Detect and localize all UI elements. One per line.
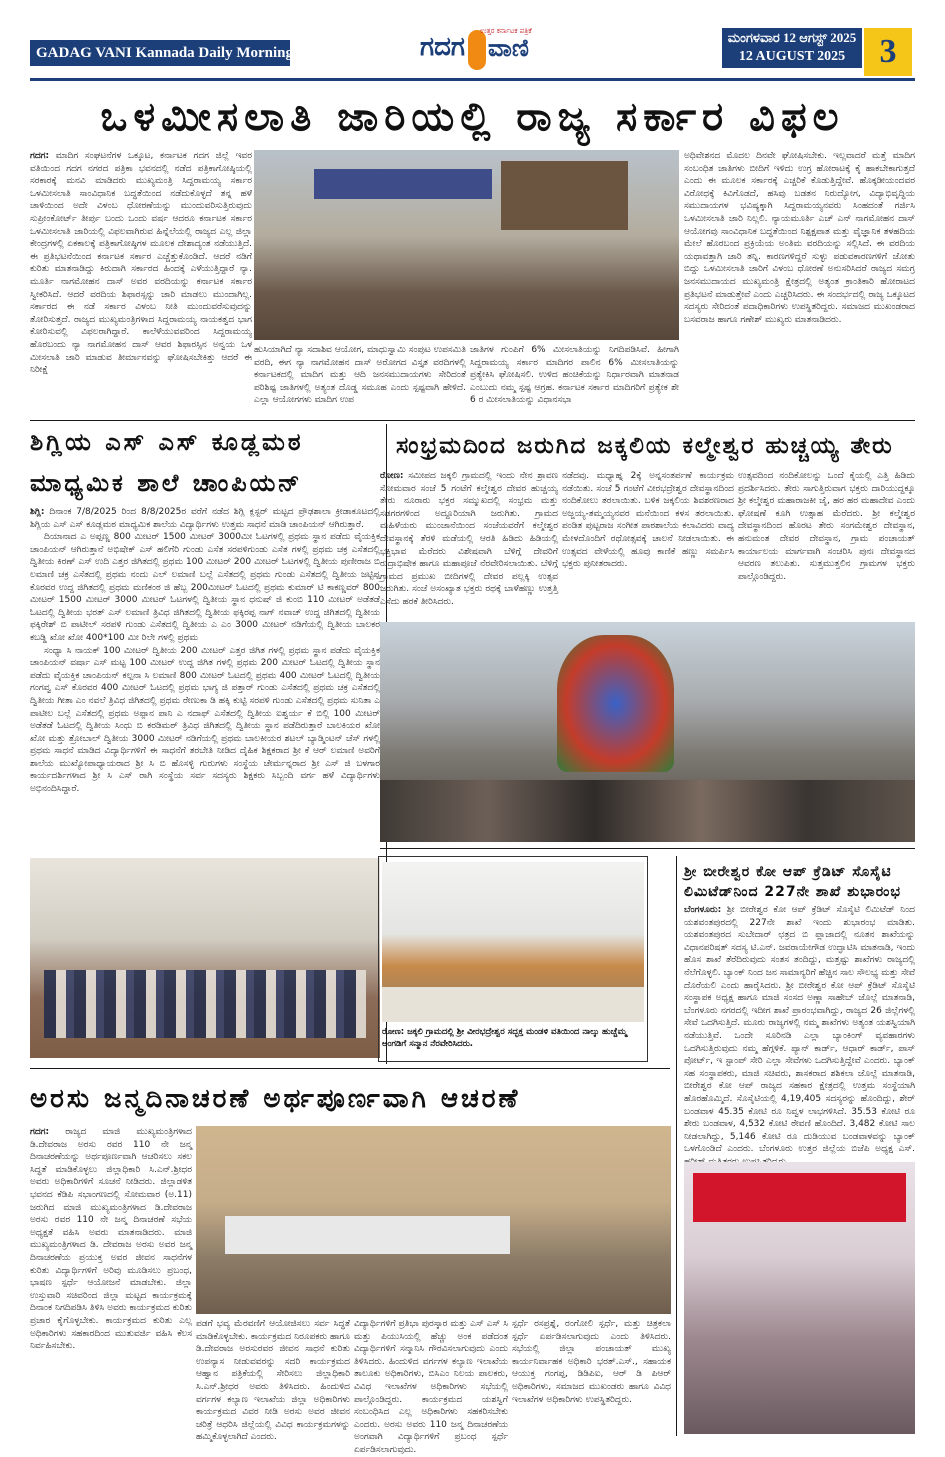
photo-student-rows xyxy=(44,970,366,1038)
logo-text-right: ವಾಣಿ xyxy=(488,34,529,62)
page-number: 3 xyxy=(864,28,912,76)
story3-chariot-photo xyxy=(380,622,915,842)
story3-col1-text: ಸಮೀಪದ ಜಕ್ಕಲಿ ಗ್ರಾಮದಲ್ಲಿ ಇಂದು ನೇನ ಶ್ರಾವಣ ಸೋಮವಾರ ಸಂಜೆ 5 ಗಂಟೆಗೆ ಕಲ್ಮೇಶ್ವರ ದೇವರ ಹುಚ್ಚಯ್ಯ ತೇರು ನೂರಾರು ಭಕ್ತರ ಸಮ್ಮುಖದಲ್ಲಿ ಸಂಭ್ರಮ ಮತ್ತು ಸಡಗರಗಳಿಂದ ಅದ್ದೂರಿಯಾಗಿ ಜರುಗಿತು. ಗ್ರಾಮದ ಮಹಿಳೆಯರು ಮುಂಜಾನೆಯಿಂದ ಸಂಜೆಯವರೆಗೆ ಕಲ್ಮೇಶ್ವರ ದೇವಸ್ಥಾನಕ್ಕೆ ತೆರಳಿ ಮಡೆಯಲ್ಲಿ ಆರತಿ ಹಿಡಿದು ಹಿಡಿಯಲ್ಲಿ ಭಕ್ತಿಭಾವ ಮೆರೆದರು ವಿಶೇಷವಾಗಿ ಬೆಳಿಗ್ಗೆ ದೇವರಿಗೆ ರುದ್ರಾಭಿಷೇಕ ಹಾಗೂ ಮಹಾಪೂಜೆ ನೆರವೇರಿಸಲಾಯಿತು. ಬೆಳಿಗ್ಗೆ ಗ್ರಾಮದ ಪ್ರಮುಖ ಬೀದಿಗಳಲ್ಲಿ ದೇವರ ಪಲ್ಲಕ್ಕಿ ಉತ್ಸವ ಜರುಗಿತು. ಸಂಜೆ ಅಸಂಖ್ಯಾತ ಭಕ್ತರು ರಥಕ್ಕೆ ಬಾಳೆಹಣ್ಣು ಉತ್ತತ್ತಿ ಎಸೆದು ಹರಕೆ ತೀರಿಸಿದರು. xyxy=(380,471,558,607)
story2-lead: ದಿನಾಂಕ 7/8/2025 ರಿಂದ 8/8/2025ರ ವರೆಗೆ ನಡೆದ ಶಿಗ್ಲಿ ಕ್ಲಸ್ಟರ್ ಮಟ್ಟದ ಪ್ರೌಢಶಾಲಾ ಕ್ರೀಡಾಕೂಟದಲ್ಲಿ ಶಿಗ್ಲಿಯ ಎಸ್ ಎಸ್ ಕೂಡ್ಲಮಠ ಮಾಧ್ಯಮಿಕ ಶಾಲೆಯ ವಿದ್ಯಾರ್ಥಿಗಳು ಉತ್ತಮ ಸಾಧನೆ ಮಾಡಿ ಚಾಂಪಿಯನ್ ಆಗಿರುತ್ತಾರೆ. xyxy=(30,507,380,530)
story3-column-2: ನಡೆದವು. ಮಧ್ಯಾಹ್ನ 2ಕ್ಕೆ ಅನ್ನಸಂತರ್ಪಣೆ ಕಾರ್ಯಕ್ರಮ ನಡೆಯಿತು. ಸಂಜೆ 5 ಗಂಟೆಗೆ ವೀರಭದ್ರೇಶ್ವರ ದೇವಸ್ಥಾನದಿಂದ ನಂದಿಕೋಲು ತರಲಾಯಿತು. ಬಳಿಕ ಜಕ್ಕಲಿಯ ಶಿವಶರಣರಾದ ಅಜ್ಜಯ್ಯ-ತಮ್ಮಯ್ಯನವರ ಮನೆಯಿಂದ ಕಳಸ ತರಲಾಯಿತು. ಪಂಡಿತ ಪುಟ್ಟರಾಜ ಸಂಗೀತ ಪಾಠಶಾಲೆಯ ಕಲಾವಿದರು ವಾದ್ಯ ಮೇಳದೊಂದಿಗೆ ರಥೋತ್ಸವಕ್ಕೆ ಚಾಲನೆ ನೀಡಲಾಯಿತು. ಈ ಉತ್ಸವದ ವೇಳೆಯಲ್ಲಿ ಹೂವು ಕಾಣಿಕೆ ಹಣ್ಣು ಸಮರ್ಪಿಸಿ ಭಕ್ತರು ಪುನೀತರಾದರು. xyxy=(562,471,734,570)
story6-dateline: ಗದಗ: xyxy=(30,1127,50,1137)
story4-caption: ರೋಣ: ಜಕ್ಕಲಿ ಗ್ರಾಮದಲ್ಲಿ ಶ್ರೀ ವೀರಭದ್ರೇಶ್ವರ ಸದ್ಭಕ್ತ ಮಂಡಳಿ ವತಿಯಿಂದ ನಾಲ್ಕು ಹುಚ್ಚೆಮ್ಮ ಅಂಗಡಿಗೆ ಸನ್ಮಾನ ನೆರವೇರಿಸಿದರು. xyxy=(382,1027,627,1049)
story6-column-3: ವಿದ್ಯಾರ್ಥಿಗಳಿಗೆ ಪ್ರತಿಭಾ ಪುರಸ್ಕಾರ ಮತ್ತು ಎಸ್ ಎಸ್ ಸಿ ಮತ್ತು ಪಿಯುಸಿಯಲ್ಲಿ ಹೆಚ್ಚು ಅಂಕ ಪಡೆದಂತ ವಿದ್ಯಾರ್ಥಿಗಳಿಗೆ ಸನ್ಮಾನಿಸಿ ಗೌರವಿಸಲಾಗುವುದು ಎಂದು ತಿಳಿಸಿದರು. ಹಿಂದುಳಿದ ವರ್ಗಗಳ ಕಲ್ಯಾಣ ಇಲಾಖೆಯ ತಾಲೂಕು ಅಧಿಕಾರಿಗಳು, ಬಿಸಿಎಂ ನಿಲಯ ಪಾಲಕರು, ವಿವಿಧ ಇಲಾಖೆಗಳ ಅಧಿಕಾರಿಗಳು ಸಭೆಯಲ್ಲಿ ಪಾಲ್ಗೊಂಡಿದ್ದರು. ಕಾರ್ಯಕ್ರಮದ ಯಶಸ್ವಿಗೆ ಸಂಬಂಧಿಸಿದ ಎಲ್ಲ ಅಧಿಕಾರಿಗಳು ಸಹಕರಿಸಬೇಕು ಎಂದರು. ಅರಸು ಅವರು 110 ಜನ್ಮ ದಿನಾಚರಣೆಯ ಅಂಗವಾಗಿ ವಿದ್ಯಾರ್ಥಿಗಳಿಗೆ ಪ್ರಬಂಧ ಸ್ಪರ್ಧೆ ಏರ್ಪಡಿಸಲಾಗುವುದು. xyxy=(354,1319,508,1455)
story3-column-1 xyxy=(380,470,558,618)
story6-column-1 xyxy=(30,1126,192,1436)
photo-chariot xyxy=(557,635,675,771)
story2-students-photo xyxy=(30,858,380,1058)
photo-conference-table xyxy=(225,1216,510,1254)
story2-body xyxy=(30,506,380,852)
issue-date xyxy=(722,28,862,68)
issue-date-kannada: ಮಂಗಳವಾರ 12 ಆಗಸ್ಟ್ 2025 xyxy=(727,30,857,45)
story2-paragraph-2: ಸಂಧ್ಯಾ ಸಿ ನಾಯಕ್ 100 ಮೀಟರ್ ದ್ವಿತೀಯ 200 ಮೀಟರ್ ಎತ್ತರ ಜಿಗಿತ ಗಳಲ್ಲಿ ಪ್ರಥಮ ಸ್ಥಾನ ಪಡೆದು ವೈಯಕ್ತಿಕ ಚಾಂಪಿಯನ್ ವರ್ಷಾ ಎಸ್ ಮಟ್ಟ 100 ಮೀಟರ್ ಉದ್ದ ಜಿಗಿತ ಗಳಲ್ಲಿ ಪ್ರಥಮ 200 ಮೀಟರ್ ಓಟದಲ್ಲಿ ದ್ವಿತೀಯ ಸ್ಥಾನ ಪಡೆದು ವೈಯಕ್ತಿಕ ಚಾಂಪಿಯನ್ ಕಲ್ಪನಾ ಸಿ ಲಮಾಣಿ 800 ಮೀಟರ್ ಓಟದಲ್ಲಿ ಪ್ರಥಮ 400 ಮೀಟರ್ ಓಟದಲ್ಲಿ ದ್ವಿತೀಯ ಗಂಗವ್ವ ಎಸ್ ಕೊರವರ 400 ಮೀಟರ್ ಓಟದಲ್ಲಿ ಪ್ರಥಮ ಭಾಗ್ಯ ಜಿ ಪತ್ತಾರ್ ಗುಂಡು ಎಸೆತದಲ್ಲಿ ಪ್ರಥಮ ಚಕ್ರ ಎಸೆತದಲ್ಲಿ ದ್ವಿತೀಯ ಗೀತಾ ಎಂ ನವಲೆ ತ್ರಿವಿಧ ಜಿಗಿತದಲ್ಲಿ ಪ್ರಥಮ ರೇಣುಕಾ ಡಿ ಹಕ್ಕಿ ಕುಟ್ಟಿ ಸರಪಳಿ ಗುಂಡು ಎಸೆತದಲ್ಲಿ ಪ್ರಥಮ ಸುನಿತಾ ಎ ಪಾಟೀಲ ಬಲ್ಲೆ ಎಸೆತದಲ್ಲಿ ಪ್ರಥಮ ಅಪ್ಪಾನ ಪಾನಿ ಎ ನದಾಫ್ ಎಸೆತದಲ್ಲಿ ದ್ವಿತೀಯ ಐಶ್ವರ್ಯ ಕೆ ಬಿಲ್ಲಿ 100 ಮೀಟರ್ ಅಡೆತಡೆ ಓಟದಲ್ಲಿ ದ್ವಿತೀಯ ಸಿಂಧು ಬಿ ಕರಡಿಮಠ್ ತ್ರಿವಿಧ ಜಿಗಿತದಲ್ಲಿ ದ್ವಿತೀಯ ಸ್ಥಾನ ಪಡೆದಿರುತ್ತಾರೆ ಬಾಲಕಿಯರ ಖೋ ಖೋ ಮತ್ತು ತ್ರೋಬಾಲ್ ದ್ವಿತೀಯ 3000 ಮೀಟರ್ ನಡಿಗೆಯಲ್ಲಿ ಪ್ರಥಮ ಬಾಲಕೀಯರ ಶಟಲ್ ಬ್ಯಾಡ್ಮಿಂಟನ್ ಚೆಸ್ ಗಳಲ್ಲಿ ಪ್ರಥಮ ಸಾಧನೆ ಮಾಡಿದ ವಿದ್ಯಾರ್ಥಿಗಳಿಗೆ ಈ ಸಾಧನೆಗೆ ತರಬೇತಿ ನೀಡಿದ ದೈಹಿಕ ಶಿಕ್ಷಕರಾದ ಶ್ರೀ ಕೆ ಆರ್ ಲಮಾಣಿ ಅವರಿಗೆ ಶಾಲೆಯ ಮುಖ್ಯೋಪಾಧ್ಯಾಯರಾದ ಶ್ರೀ ಸಿ ಬಿ ಹೊಸಳ್ಳಿ ಗುರುಗಳು ಸಂಸ್ಥೆಯ ಚೇರ್ಮನ್ನರಾದ ಶ್ರೀ ಎಸ್ ಜಿ ಬಳಗಾರ ಕಾರ್ಯದರ್ಶಿಗಳಾದ ಶ್ರೀ ಸಿ ಎಸ್ ರಾಗಿ ಸಂಸ್ಥೆಯ ಸರ್ವ ಸದಸ್ಯರು ಶಿಕ್ಷಕರು ಸಿಬ್ಬಂದಿ ವರ್ಗ ಹಳೆ ವಿದ್ಯಾರ್ಥಿಗಳು ಅಭಿನಂದಿಸಿದ್ದಾರೆ. xyxy=(30,645,380,795)
story4-felicitation-photo xyxy=(382,862,644,1022)
story1-column-4: ಅಧಿವೇಶನದ ಮೊದಲ ದಿನವೇ ಘೋಷಿಸಬೇಕು. ಇಲ್ಲವಾದರೆ ಮತ್ತೆ ಮಾದಿಗ ಸಂಬಂಧಿತ ಜಾತಿಗಳು ಬೀದಿಗೆ ಇಳಿದು ಉಗ್ರ ಹೋರಾಟಕ್ಕೆ ಕೈ ಹಾಕಬೇಕಾಗುತ್ತದೆ ಎಂದು ಈ ಮೂಲಕ ಸರ್ಕಾರಕ್ಕೆ ಎಚ್ಚರಿಕೆ ಕೊಡುತ್ತಿದ್ದೇವೆ. ಹೊಕ್ಕಡೀಯಂದವರ ವಿರೋಧಕ್ಕೆ ಕಿವಿಗೊಡದೆ, ಹಸಿವು ಬಡತನ ನಿರುದ್ಯೋಗ, ವಿದ್ಯಾಭಿವೃದ್ಧಿಯ ಸಮುದಾಯಗಳ ಭವಿಷ್ಯಕ್ಕಾಗಿ ಸಿದ್ದರಾಮಯ್ಯನವರು ಸಿಂಹದಂತೆ ಗರ್ಜಿಸಿ ಒಳಮೀಸಲಾತಿ ಜಾರಿ ನಿಲ್ಲಲಿ. ನ್ಯಾಯಮೂರ್ತಿ ಎಚ್ ಎನ್ ನಾಗಮೋಹನ ದಾಸ್ ಆಯೋಗವು ಸಾಂವಿಧಾನಿಕ ಬದ್ಧತೆಯಿಂದ ನಿಶ್ಪಕ್ಷಪಾತ ಮತ್ತು ವೈಜ್ಞಾನಿಕ ತಳಹದಿಯ ಮೇಲೆ ಹೊರಬಂದ ಪ್ರಕ್ರಿಯೆಯ ಅಂತಿಮ ವರದಿಯನ್ನು ಸಲ್ಲಿಸಿದೆ. ಈ ವರದಿಯ ಯಥಾವತ್ತಾಗಿ ಜಾರಿ ತನ್ನಿ. ಕಾರಣಗಳಿದ್ದರೆ ಸುಳ್ಳು ಪಡುವಕಾರಣಗಳಿಗೆ ಜೋತು ಬಿದ್ದು ಒಳಮೀಸಲಾತಿ ಜಾರಿಗೆ ವಿಳಂಬ ಧೋರಣೆ ಅನುಸರಿಸಿದರೆ ರಾಜ್ಯದ ಸಮಗ್ರ ಜನಸಮುದಾಯದ ಮುಖ್ಯಮಂತ್ರಿ ಕ್ಷೇತ್ರದಲ್ಲಿ ಅತ್ಯಂತ ಕ್ರಾಂತಿಕಾರಿ ಹೋರಾಟದ ಪ್ರತಿಭಟನೆ ಮಾಡುತ್ತೇವೆ ಎಂದು ಎಚ್ಚರಿಸಿದರು. ಈ ಸಂದರ್ಭದಲ್ಲಿ ರಾಜ್ಯ ಒಕ್ಕೂಟದ ಸದಸ್ಯರು ಸೇರಿದಂತೆ ಪದಾಧಿಕಾರಿಗಳು ಉಪಸ್ಥಿತರಿದ್ದರು. ಸಮಾಜದ ಮುಖಂಡರಾದ ಬಸವರಾಜ ಹಾಗೂ ಗಣೇಶ್ ಮುಖ್ಯರು ಮಾತನಾಡಿದರು. xyxy=(684,151,915,325)
story5-headline: ಶ್ರೀ ಬೀರೇಶ್ವರ ಕೋ ಆಪ್ ಕ್ರೆಡಿಟ್ ಸೊಸೈಟಿ ಲಿಮಿಟೆಡ್‌ನಿಂದ 227ನೇ ಶಾಖೆ ಶುಭಾರಂಭ xyxy=(684,864,901,900)
issue-date-english: 12 AUGUST 2025 xyxy=(738,49,846,64)
story6-col1-text: ರಾಜ್ಯದ ಮಾಜಿ ಮುಖ್ಯಮಂತ್ರಿಗಳಾದ ಡಿ.ದೇವರಾಜ ಅರಸು ರವರ 110 ನೇ ಜನ್ಮ ದಿನಾಚರಣೆಯನ್ನು ಅರ್ಥಪೂರ್ಣವಾಗಿ ಆಚರಿಸಲು ಸಕಲ ಸಿದ್ಧತೆ ಮಾಡಿಕೊಳ್ಳಲು ಜಿಲ್ಲಾಧಿಕಾರಿ ಸಿ.ಎನ್.ಶ್ರೀಧರ ಅವರು ಅಧಿಕಾರಿಗಳಿಗೆ ಸೂಚನೆ ನೀಡಿದರು. ಜಿಲ್ಲಾಡಳಿತ ಭವನದ ಕೆಡಿಪಿ ಸಭಾಂಗಣದಲ್ಲಿ ಸೋಮವಾರ (ಅ.11) ಜರುಗಿದ ಮಾಜಿ ಮುಖ್ಯಮಂತ್ರಿಗಳಾದ ಡಿ.ದೇವರಾಜ ಅರಸು ರವರ 110 ನೇ ಜನ್ಮ ದಿನಾಚರಣೆ ಸಭೆಯ ಅಧ್ಯಕ್ಷತೆ ವಹಿಸಿ ಅವರು ಮಾತನಾಡಿದರು. ಮಾಜಿ ಮುಖ್ಯಮಂತ್ರಿಗಳಾದ ಡಿ. ದೇವರಾಜ ಅರಸು ಅವರ ಜನ್ಮ ದಿನಾಚರಣೆಯ ಪ್ರಯುಕ್ತ ಅವರ ಜೀವನ ಸಾಧನೆಗಳ ಕುರಿತು ವಿದ್ಯಾರ್ಥಿಗಳಿಗೆ ಅರಿವು ಮೂಡಿಸಲು ಪ್ರಬಂಧ, ಭಾಷಣ ಸ್ಪರ್ಧೆ ಆಯೋಜನೆ ಮಾಡಬೇಕು. ಜಿಲ್ಲಾ ಉಸ್ತುವಾರಿ ಸಚಿವರಿಂದ ಜಿಲ್ಲಾ ಮಟ್ಟದ ಕಾರ್ಯಕ್ರಮಕ್ಕೆ ದಿನಾಂಕ ನಿಗದಿಪಡಿಸಿ ತಿಳಿಸಿ ಅವರು ಕಾರ್ಯಕ್ರಮದ ಕುರಿತು ಪ್ರಚಾರ ಕೈಗೊಳ್ಳಬೇಕು. ಕಾರ್ಯಕ್ರಮದ ಕುರಿತು ಎಲ್ಲ ಅಧಿಕಾರಿಗಳು ಸಹಕಾರದಿಂದ ಮುತುವರ್ಜಿ ವಹಿಸಿ ಕೆಲಸ ನಿರ್ವಹಿಸಬೇಕು. xyxy=(30,1127,192,1352)
masthead-rule xyxy=(30,78,915,81)
logo-figure-icon xyxy=(468,30,486,70)
logo-tagline: ಉತ್ತರ ಕರ್ನಾಟಕ ಪತ್ರಿಕೆ xyxy=(480,27,532,35)
story6-headline: ಅರಸು ಜನ್ಮದಿನಾಚರಣೆ ಅರ್ಥಪೂರ್ಣವಾಗಿ ಆಚರಣೆ xyxy=(30,1084,521,1114)
photo-crowd xyxy=(380,780,915,842)
section-divider xyxy=(30,420,915,421)
story1-column-2: ಹುಸಿಯಾಗಿದೆ ನ್ಯಾ ಸದಾಶಿವ ಆಯೋಗ, ಮಾಧುಸ್ವಾಮಿ ಸಂಪುಟ ಉಪಸಮಿತಿ ವರದಿ, ಈಗ ನ್ಯಾ ನಾಗಮೋಹನ ದಾಸ್ ಅರೋಗದ ವಿಸ್ತೃತ ವರದಿಗಳಲ್ಲಿ ಕರ್ನಾಟಕದಲ್ಲಿ ಮಾದಿಗ ಮತ್ತು ಆದಿ ಜನಸಮುದಾಯಗಳು ಸೇರಿದಂತೆ ಪರಿಶಿಷ್ಟ ಜಾತಿಗಳಲ್ಲಿ ಅತ್ಯಂತ ದೊಡ್ಡ ಸಮೂಹ ಎಂದು ಸ್ಪಷ್ಟವಾಗಿ ಹೇಳಿದೆ. ಎಲ್ಲಾ ಆಯೋಗಗಳು ಮಾದಿಗ ಉಪ xyxy=(254,345,466,406)
story6-column-2: ಪಡಗೆ ಭವ್ಯ ಮೆರವಣಿಗೆ ಆಯೋಜಿಸಲು ಸರ್ವ ಸಿದ್ಧತೆ ಮಾಡಿಕೊಳ್ಳಬೇಕು. ಕಾರ್ಯಕ್ರಮದ ನಿರೂಪಕರು ಹಾಗೂ ಡಿ.ದೇವರಾಜ ಅರಸುರವರ ಜೀವನ ಸಾಧನೆ ಕುರಿತು ಉಪನ್ಯಾಸ ನೀಡುವವರನ್ನು ಸದರಿ ಕಾರ್ಯಕ್ರಮದ ಆಹ್ವಾನ ಪತ್ರಿಕೆಯಲ್ಲಿ ಸೇರಿಸಲು ಜಿಲ್ಲಾಧಿಕಾರಿ ಸಿ.ಎನ್.ಶ್ರೀಧರ ಅವರು ತಿಳಿಸಿದರು. ಹಿಂದುಳಿದ ವರ್ಗಗಳ ಕಲ್ಯಾಣ ಇಲಾಖೆಯ ಜಿಲ್ಲಾ ಅಧಿಕಾರಿಗಳು ಕಾರ್ಯಕ್ರಮದ ವಿವರ ನೀಡಿ ಅರಸು ಅವರ ಜೀವನ ಚರಿತ್ರೆ ಆಧರಿಸಿ ಜಿಲ್ಲೆಯಲ್ಲಿ ವಿವಿಧ ಕಾರ್ಯಕ್ರಮಗಳನ್ನು ಹಮ್ಮಿಕೊಳ್ಳಲಾಗಿದೆ ಎಂದರು. xyxy=(196,1319,350,1443)
photo-event-banner xyxy=(693,1173,906,1222)
story2-headline-line2: ಮಾಧ್ಯಮಿಕ ಶಾಲೆ ಚಾಂಪಿಯನ್ xyxy=(30,469,303,497)
story5-lamp-lighting-photo xyxy=(684,1162,915,1434)
story6-column-4: ಸ್ಪರ್ಧೆ ರಸಪ್ರಶ್ನೆ, ರಂಗೋಲಿ ಸ್ಪರ್ಧೆ, ಮತ್ತು ಚಿತ್ರಕಲಾ ಸ್ಪರ್ಧೆ ಏರ್ಪಡಿಸಲಾಗುವುದು ಎಂದು ತಿಳಿಸಿದರು. ಸಭೆಯಲ್ಲಿ ಜಿಲ್ಲಾ ಪಂಚಾಯತ್ ಮುಖ್ಯ ಕಾರ್ಯನಿರ್ವಾಹಕ ಅಧಿಕಾರಿ ಭರತ್.ಎಸ್., ಸಹಾಯಕ ಆಯುಕ್ತ ಗಂಗಪ್ಪ, ಡಿಡಿಪಿಐ, ಆರ್ ಡಿ ಪಿಆರ್ ಅಧಿಕಾರಿಗಳು, ಸಮಾಜದ ಮುಖಂಡರು ಹಾಗೂ ವಿವಿಧ ಇಲಾಖೆಗಳ ಅಧಿಕಾರಿಗಳು ಉಪಸ್ಥಿತರಿದ್ದರು. xyxy=(512,1319,671,1405)
story1-column-1 xyxy=(30,150,252,418)
photo-floor xyxy=(382,987,644,1022)
section-divider-3 xyxy=(30,1068,670,1069)
story2-headline-line1: ಶಿಗ್ಲಿಯ ಎಸ್ ಎಸ್ ಕೂಡ್ಲಮಠ xyxy=(30,428,304,456)
story2-dateline: ಶಿಗ್ಲಿ: xyxy=(30,507,45,517)
photo-wall-board xyxy=(501,161,629,229)
story5-body-text: ಶ್ರೀ ಬೀರೇಶ್ವರ ಕೋ ಆಪ್ ಕ್ರೆಡಿಟ್ ಸೊಸೈಟಿ ಲಿಮಿಟೆಡ್ ನಿಂದ ಯಶವಂತಪುರದಲ್ಲಿ 227ನೇ ಶಾಖೆ ಇಂದು ಶುಭಾರಂಭ ಮಾಡಿತು. ಯಶವಂತಪುರದ ಸುಬೇದಾರ್ ಛತ್ರದ ಬಿ ಪ್ಲಾಜಾದಲ್ಲಿ ನೂತನ ಶಾಖೆಯನ್ನು ವಿಧಾನಪರಿಷತ್ ಸದಸ್ಯ ಟಿ.ಎನ್. ಜವರಾಯೇಗೌಡ ಉದ್ಘಾಟಿಸಿ ಮಾತನಾಡಿ, ಇಂದು ಹೊಸ ಶಾಖೆ ತೆರೆದಿರುವುದು ಸಂತಸ ತಂದಿದ್ದು, ಮತ್ತಷ್ಟು ಶಾಖೆಗಳು ರಾಜ್ಯದಲ್ಲಿ ನೆಲೆಗೊಳ್ಳಲಿ. ಬ್ಯಾಂಕ್ ನಿಂದ ಜನ ಸಾಮಾನ್ಯರಿಗೆ ಹೆಚ್ಚಿನ ಸಾಲ ಸೌಲಭ್ಯ ಮತ್ತು ಸೇವೆ ದೊರೆಯಲಿ ಎಂದು ಹಾರೈಸಿದರು. ಶ್ರೀ ಬೀರೇಶ್ವರ ಕೋ ಆಪ್ ಕ್ರೆಡಿಟ್ ಸೊಸೈಟಿ ಸಂಸ್ಥಾಪಕ ಅಧ್ಯಕ್ಷ ಹಾಗೂ ಮಾಜಿ ಸಂಸದ ಅಣ್ಣಾ ಸಾಹೇಬ್ ಜೊಲ್ಲೆ ಮಾತನಾಡಿ, ಬೆಂಗಳೂರು ನಗರದಲ್ಲಿ ಇದೀಗ ಶಾಖೆ ಪ್ರಾರಂಭವಾಗಿದ್ದು, ರಾಜ್ಯದ 26 ಜಿಲ್ಲೆಗಳಲ್ಲಿ ಸೇವೆ ಒದಗಿಸುತ್ತಿದೆ. ಮೂರು ರಾಜ್ಯಗಳಲ್ಲಿ ನಮ್ಮ ಶಾಖೆಗಳು ಅತ್ಯಂತ ಯಶಸ್ವಿಯಾಗಿ ನಡೆಯುತ್ತಿವೆ. ಒಂದೇ ಸೂರಿನಡಿ ಎಲ್ಲಾ ಬ್ಯಾಂಕಿಂಗ್ ವ್ಯವಹಾರಗಳು ಒದಗಿಸುತ್ತಿರುವುದು ನಮ್ಮ ಹೆಗ್ಗಳಿಕೆ. ಪ್ಯಾನ್ ಕಾರ್ಡ್, ಆಧಾರ್ ಕಾರ್ಡ್, ಪಾಸ್ ಪೋರ್ಟ್, ಇ ಸ್ಟಾಂಪ್ ಸೇರಿ ಎಲ್ಲಾ ಸೇವೆಗಳು ಒದಗಿಸುತ್ತಿದ್ದೇವೆ ಎಂದರು. ಬ್ಯಾಂಕ್ ಸಹ ಸಂಸ್ಥಾಪಕರು, ಮಾಜಿ ಸಚಿವರು, ಶಾಸಕರಾದ ಶಶಿಕಲಾ ಜೊಲ್ಲೆ ಮಾತನಾಡಿ, ಬೀರೇಶ್ವರ ಕೋ ಆಪ್ ರಾಜ್ಯದ ಸಹಕಾರ ಕ್ಷೇತ್ರದಲ್ಲಿ ಉತ್ತಮ ಸಂಸ್ಥೆಯಾಗಿ ಹೊರಹೊಮ್ಮಿದೆ. ಸೊಸೈಟಿಯಲ್ಲಿ 4,19,405 ಸದಸ್ಯರನ್ನು ಹೊಂದಿದ್ದು, ಶೇರ್ ಬಂಡವಾಳ 45.35 ಕೋಟಿ ರೂ ನಿವ್ವಳ ಲಾಭಗಳಿಸಿದೆ. 35.53 ಕೋಟಿ ರೂ ಶೇರು ಬಂಡವಾಳ, 4,532 ಕೋಟಿ ಠೇವಣಿ ಹೊಂದಿದೆ. 3,482 ಕೋಟಿ ಸಾಲ ನೀಡಲಾಗಿದ್ದು, 5,146 ಕೋಟಿ ರೂ ದುಡಿಯುವ ಬಂಡವಾಳವನ್ನು ಬ್ಯಾಂಕ್ ಒಳಗೊಂಡಿದೆ ಎಂದರು. ಬೆಂಗಳೂರು ಉತ್ತರ ಜಿಲ್ಲೆಯ ಬಿಜೆಪಿ ಅಧ್ಯಕ್ಷ ಎಸ್. xyxy=(684,905,915,1155)
section-divider-2 xyxy=(380,848,915,849)
story2-paragraph-1: ದಿಯಾನಾದ ಎ ಅಪ್ಪಣ್ಣ 800 ಮೀಟರ್ 1500 ಮೀಟರ್ 3000ಮೀ ಓಟಗಳಲ್ಲಿ ಪ್ರಥಮ ಸ್ಥಾನ ಪಡೆದು ವೈಯಕ್ತಿಕ ಚಾಂಪಿಯನ್ ಆಗಿರುತ್ತಾನೆ ಅಭಿಷೇಕ್ ಎಸ್ ಹಲಿಗೆರಿ ಗುಂಡು ಎಸೆತ ಸರಪಳಿಗುಂಡು ಎಸೆತ ಗಳಲ್ಲಿ ಪ್ರಥಮ ಚಕ್ರ ಎಸೆತದಲ್ಲಿ ದ್ವಿತೀಯ ಕಿರಣ್ ಎಸ್ ಉದಿ ಎತ್ತರ ಜಿಗಿತದಲ್ಲಿ ಪ್ರಥಮ 100 ಮೀಟರ್ 200 ಮೀಟರ್ ಓಟಗಳಲ್ಲಿ ದ್ವಿತೀಯ ಪುಣೀರಾಜ ಬಿ ಲಮಾಣಿ ಚಕ್ರ ಎಸೆತದಲ್ಲಿ ಪ್ರಥಮ ನಂದು ಎಲ್ ಲಮಾಣಿ ಬಲ್ಲೆ ಎಸೆತದಲ್ಲಿ ಪ್ರಥಮ ಗುಂಡು ಎಸೆತದಲ್ಲಿ ದ್ವಿತೀಯ ಜಟ್ಟಿಪ್ಪ ಕೊರವರ ಉದ್ದ ಜಿಗಿತದಲ್ಲಿ ಪ್ರಥಮ ಮಣಿಕಂಠ ಜಿ ಹೆಬ್ಬ 200ಮೀಟರ್ ಓಟದಲ್ಲಿ ಪ್ರಥಮ ಕುಮಾರ್ ಟಿ ಕಾಕಣ್ಣವರ್ 800 ಮೀಟರ್ 1500 ಮೀಟರ್ 3000 ಮೀಟರ್ ಓಟಗಳಲ್ಲಿ ದ್ವಿತೀಯ ಸ್ಥಾನ ಧನುಷ್ ಜಿ ಕುಂಬಿ 110 ಮೀಟರ್ ಅಡೆತಡೆ ಓಟದಲ್ಲಿ ದ್ವಿತೀಯ ಭರತ್ ಎಸ್ ಲಮಾಣಿ ತ್ರಿವಿಧ ಜಿಗಿತದಲ್ಲಿ ದ್ವಿತೀಯ ಫಕ್ಕಿರಪ್ಪ ನಾಗ್ ನವಾಜ್ ಉದ್ದ ಜಿಗಿತದಲ್ಲಿ ದ್ವಿತೀಯ ಫಕ್ಕಿರೇಶ್ ಬಿ ಪಾಟೀಲ್ ಸರಪಳಿ ಗುಂಡು ಎಸೆತದಲ್ಲಿ ದ್ವಿತೀಯ ಎ ಎಂ 3000 ಮೀಟರ್ ನಡಿಗೆಯಲ್ಲಿ ದ್ವಿತೀಯ ಬಾಲಕರ ಕಬಡ್ಡಿ ಖೋ ಖೋ 400*100 ಮೀ ರಿಲೇ ಗಳಲ್ಲಿ ಪ್ರಥಮ xyxy=(30,532,380,643)
story3-column-3: ಉತ್ಸವದಿಂದ ನಂದಿಕೋಲನ್ನು ಒಂದೆ ಕೈಯಲ್ಲಿ ಎತ್ತಿ ಹಿಡಿದು ಪ್ರದರ್ಶಿಸಿದರು. ತೇರು ಸಾಗುತ್ತಿರುವಾಗ ಭಕ್ತರು ದಾರಿಯುದ್ದಕ್ಕೂ ಶ್ರೀ ಕಲ್ಮೇಶ್ವರ ಮಹಾರಾಜಕೀ ಜೈ, ಹರ ಹರ ಮಹಾದೇವ ಎಂದು ಘೋಷಣೆ ಕೂಗಿ ಉತ್ಸಾಹ ಮೆರೆದರು. ಶ್ರೀ ಕಲ್ಮೇಶ್ವರ ದೇವಸ್ಥಾನದಿಂದ ಹೊರಟ ತೇರು ಸಂಗಮೇಶ್ವರ ದೇವಸ್ಥಾನ, ಹನುಮಂತ ದೇವರ ದೇವಸ್ಥಾನ, ಗ್ರಾಮ ಪಂಚಾಯತ್ ಕಾರ್ಯಾಲಯ ಮಾರ್ಗವಾಗಿ ಸಂಚರಿಸಿ ಪುನಃ ದೇವಸ್ಥಾನದ ಆವರಣ ತಲುಪಿತು. ಸುತ್ತಮುತ್ತಲಿನ ಗ್ರಾಮಗಳ ಭಕ್ತರು ಪಾಲ್ಗೊಂಡಿದ್ದರು. xyxy=(738,471,915,582)
column-divider-2 xyxy=(676,856,677,1436)
paper-name-banner: GADAG VANI Kannada Daily Morning xyxy=(30,40,290,66)
story5-dateline: ಬೆಂಗಳೂರು: xyxy=(684,905,722,915)
story1-headline: ಒಳಮೀಸಲಾತಿ ಜಾರಿಯಲ್ಲಿ ರಾಜ್ಯ ಸರ್ಕಾರ ವಿಫಲ xyxy=(100,94,845,140)
story1-press-meet-photo xyxy=(254,150,679,340)
story3-dateline: ರೋಣ: xyxy=(380,471,404,481)
story1-column-3: ಜಾತಿಗಳ ಗುಂಪಿಗೆ 6% ಮೀಸಲಾತಿಯನ್ನು ನಿಗದಿಪಡಿಸಿವೆ. ಹೀಗಾಗಿ ಸಿದ್ದರಾಮಯ್ಯ ಸರ್ಕಾರ ಮಾದಿಗರ ಪಾಲಿನ 6% ಮೀಸಲಾತಿಯನ್ನು ಪ್ರತ್ಯೇಕಿಸಿ ಘೋಷಿಸಲಿ. ಉಳಿದ ಹಂಚಿಕೆಯನ್ನು ನಿರ್ಧಾರವಾಗಿ ಮಾತನಾಡ ಎಂಬುದು ನಮ್ಮ ಸ್ಪಷ್ಟ ಆಗ್ರಹ. ಕರ್ನಾಟಕ ಸರ್ಕಾರ ಮಾದಿಗರಿಗೆ ಪ್ರತ್ಯೇಕ ಶೇ 6 ರ ಮೀಸಲಾತಿಯನ್ನು ವಿಧಾನಸಭಾ xyxy=(470,345,679,406)
paper-logo xyxy=(418,26,548,76)
story1-dateline: ಗದಗ: xyxy=(30,151,50,161)
logo-text-left: ಗದಗ xyxy=(420,32,465,62)
story6-meeting-hall-photo xyxy=(196,1126,671,1314)
story5-body xyxy=(684,904,915,1155)
story1-col1-text: ಮಾದಿಗ ಸಂಘಟನೆಗಳ ಒಕ್ಕೂಟ, ಕರ್ನಾಟಕ ಗದಗ ಜಿಲ್ಲೆ ಇವರ ವತಿಯಿಂದ ಗದಗ ನಗರದ ಪತ್ರಿಕಾ ಭವನದಲ್ಲಿ ನಡೆದ ಪತ್ರಿಕಾಗೋಷ್ಠಿಯಲ್ಲಿ ಸರಕಾರಕ್ಕೆ ಮನವಿ ಮಾಡಿದರು ಮುಖ್ಯಮಂತ್ರಿ ಸಿದ್ದರಾಮಯ್ಯ ಸರ್ಕಾರ ಒಳಮೀಸಲಾತಿ ಸಾಂವಿಧಾನಿಕ ಬದ್ಧತೆಯಿಂದ ನಡೆದುಕೊಳ್ಳದೆ ತನ್ನ ಹಳೆ ಚಾಳಿಯಿಂದ ಅದೇ ವಿಳಂಬ ಧೋರಣೆಯನ್ನು ಮುಂದುವರಿಸುತ್ತಿರುವುದು ಸುಪ್ರೀಂಕೋರ್ಟ್ ತೀರ್ಪು ಬಂದು ಒಂದು ವರ್ಷ ಆದರೂ ಕರ್ನಾಟಕ ಸರ್ಕಾರ ಒಳಮೀಸಲಾತಿ ಜಾರಿಯಲ್ಲಿ ವಿಫಲವಾಗಿರುವ ಹಿನ್ನೆಲೆಯಲ್ಲಿ ರಾಜ್ಯದ ಎಲ್ಲ ಜಿಲ್ಲಾ ಕೇಂದ್ರಗಳಲ್ಲಿ ಏಕಕಾಲಕ್ಕೆ ಪತ್ರಿಕಾಗೋಷ್ಠಿಗಳ ಮೂಲಕ ದೇಶಾದ್ಯಂತ ನಡೆಯುತ್ತಿದೆ. ಈ ಪ್ರತಿಭಟನೆಯಿಂದ ಕರ್ನಾಟಕ ಸರ್ಕಾರ ಎಚ್ಚೆತ್ತುಕೊಂಡಿದೆ. ಆದರೆ ನಡಿಗೆ ಕುರಿತು ಮಾತನಾಡಿದ್ದು ಕಿರುದಾಗಿ ಸರ್ಕಾರದ ಹಿಂದಕ್ಕೆ ಎಳೆಯುತ್ತಿದ್ದಾರೆ ನ್ಯಾ. ಮೂರ್ತಿ ನಾಗಮೋಹನ ದಾಸ್ ಅವರ ವರದಿಯನ್ನು ಕರ್ನಾಟಕ ಸರ್ಕಾರ ಸ್ವೀಕರಿಸಿದೆ. ಆದರೆ ವರದಿಯ ಶಿಫಾರಸ್ಸನ್ನು ಜಾರಿ ಮಾಡಲು ಮುಂದಾಗಿಲ್ಲ. ಸರ್ಕಾರದ ಈ ನಡೆ ಸರ್ಕಾರ ವಿಳಂಬ ನೀತಿ ಮುಂದುವರೆಸುವುದನ್ನು ತೋರಿಸುತ್ತದೆ. ರಾಜ್ಯದ ಮುಖ್ಯಮಂತ್ರಿಗಳಾದ ಸಿದ್ದರಾಮಯ್ಯ ನಾಯಕತ್ವದ ಭಾಗ ಕೋರಿಸುವಲ್ಲಿ ವಿಫಲರಾಗಿದ್ದಾರೆ. ಕಾಲೆಳೆಯುವವರಿಂದ ಸಿದ್ದರಾಮಯ್ಯ ಹೊರಬಂದು ನ್ಯಾ ನಾಗಮೋಹನ ದಾಸ್ ಆವರ ಶಿಫಾರಸ್ಸಿನ ಅನ್ವಯ ಒಳ ಮೀಸಲಾತಿ ಜಾರಿ ಮಾಡುವ ತೀರ್ಮಾನವನ್ನು ಘೋಷಿಸಬೇಕಿತ್ತು ಆದರೆ ಈ ನಿರೀಕ್ಷೆ xyxy=(30,151,252,376)
story3-headline: ಸಂಭ್ರಮದಿಂದ ಜರುಗಿದ ಜಕ್ಕಲಿಯ ಕಲ್ಮೇಶ್ವರ ಹುಚ್ಚಯ್ಯ ತೇರು xyxy=(396,433,894,459)
photo-backdrop-banner xyxy=(314,169,493,199)
